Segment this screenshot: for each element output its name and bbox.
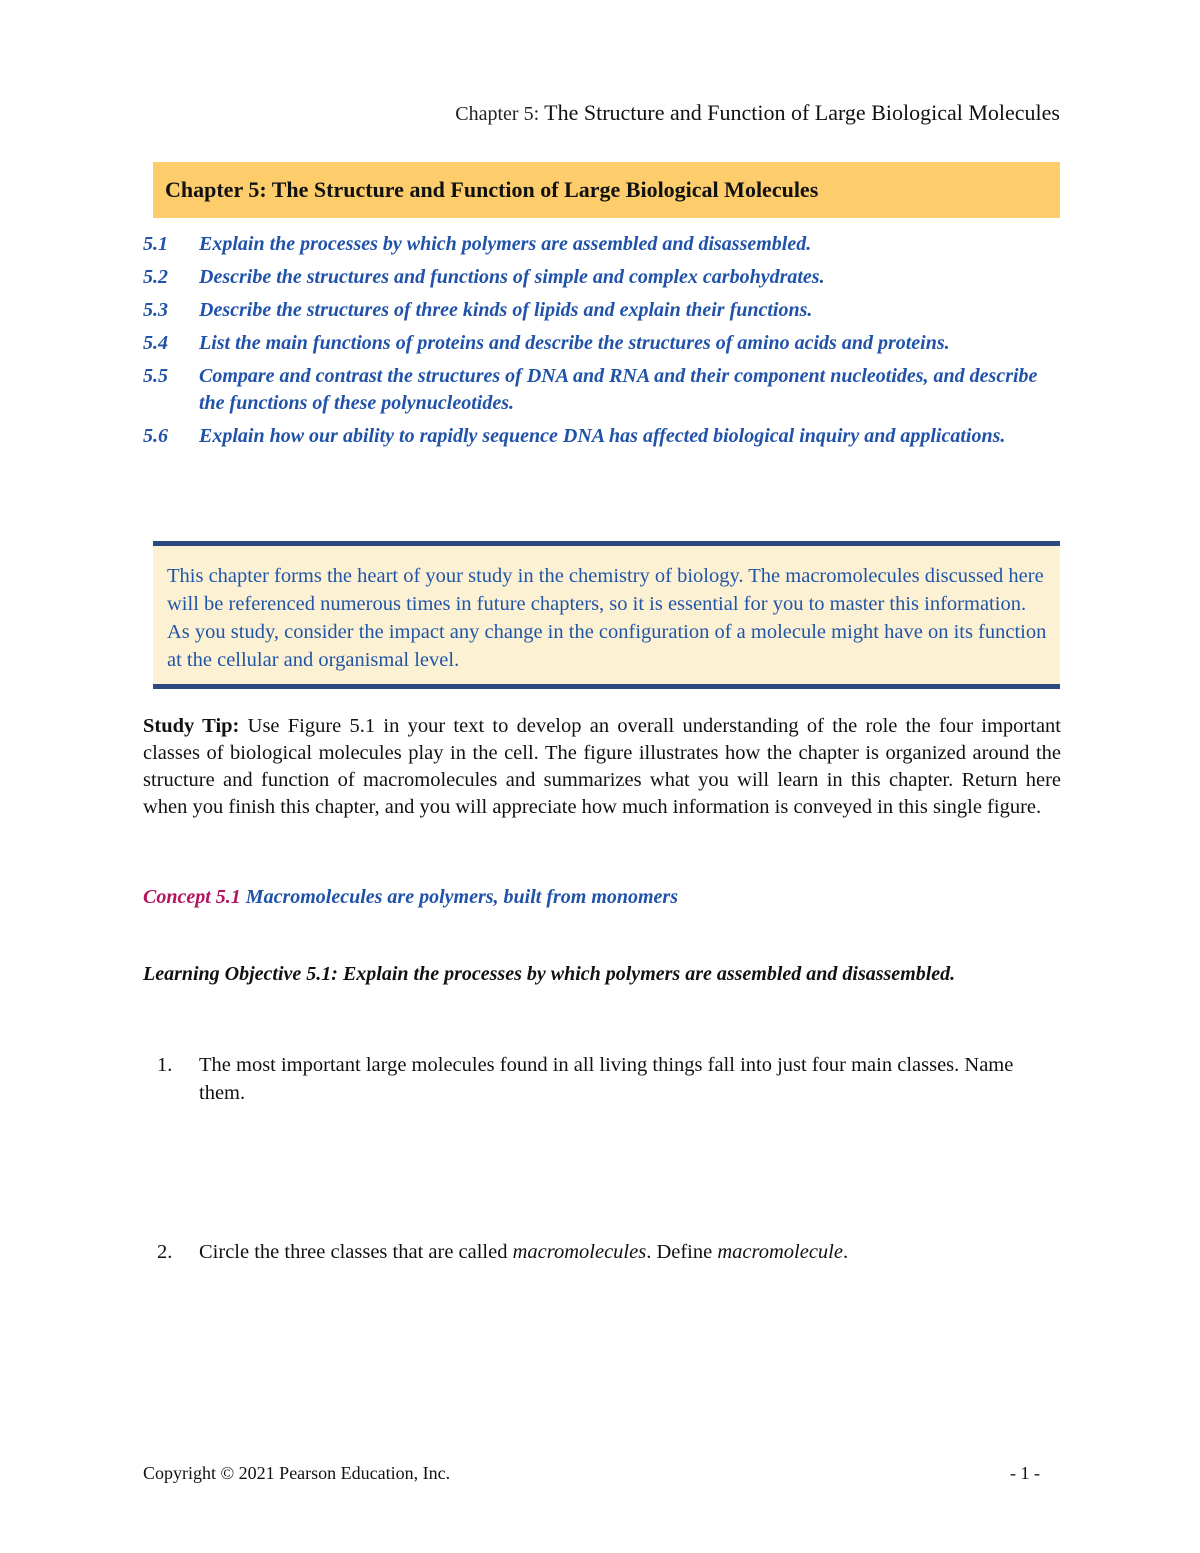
question-text: The most important large molecules found in all living things fall into just four main classes. Name them.	[199, 1054, 1014, 1104]
objective-text: Describe the structures and functions of simple and complex carbohydrates.	[199, 266, 825, 288]
objective-item	[143, 297, 1063, 324]
objective-number: 5.6	[143, 425, 168, 447]
question-text-part: Circle the three classes that are called	[199, 1241, 513, 1263]
running-header	[455, 100, 1060, 126]
objectives-list	[143, 231, 1063, 456]
concept-label: Concept 5.1	[143, 886, 241, 908]
question-text-part: .	[842, 1241, 849, 1263]
objective-number: 5.4	[143, 332, 168, 354]
learning-objective-heading: Learning Objective 5.1: Explain the processes by which polymers are assembled and disassembled.	[143, 963, 956, 985]
study-tip-label: Study Tip:	[143, 715, 240, 737]
callout-text: This chapter forms the heart of your study in the chemistry of biology. The macromolecules discussed here will be referenced numerous times in future chapters, so it is essential for you to master this information. As you study, consider the impact any change in the configuration of a molecule might have on its function at the cellular and organismal level.	[167, 565, 1047, 671]
objective-number: 5.3	[143, 299, 168, 321]
objective-text: Explain how our ability to rapidly sequence DNA has affected biological inquiry and applications.	[199, 425, 1006, 447]
footer-copyright: Copyright © 2021 Pearson Education, Inc.	[143, 1463, 451, 1483]
study-tip-text: Use Figure 5.1 in your text to develop an overall understanding of the role the four important classes of biological molecules play in the cell. The figure illustrates how the chapter is organized around the structure and function of macromolecules and summarizes what you will learn in this chapter. Return here when you finish this chapter, and you will appreciate how much information is conveyed in this single figure.	[143, 715, 1062, 818]
objective-item	[143, 423, 1063, 450]
chapter-title: Chapter 5: The Structure and Function of Large Biological Molecules	[165, 177, 819, 202]
concept-text: Macromolecules are polymers, built from monomers	[240, 886, 678, 908]
objective-text: Explain the processes by which polymers are assembled and disassembled.	[199, 233, 812, 255]
question-text	[199, 1238, 1017, 1266]
objective-text: Describe the structures of three kinds of lipids and explain their functions.	[199, 299, 813, 321]
concept-heading	[143, 886, 678, 909]
footer-page-number: - 1 -	[1010, 1463, 1040, 1483]
objective-item	[143, 363, 1063, 417]
chapter-intro-callout	[153, 541, 1060, 689]
question-item	[157, 1238, 1017, 1266]
objective-text: List the main functions of proteins and describe the structures of amino acids and proteins.	[199, 332, 950, 354]
question-number: 2.	[157, 1241, 173, 1263]
objective-item	[143, 231, 1063, 258]
question-term: macromolecule	[717, 1241, 843, 1263]
chapter-title-bar	[153, 162, 1060, 218]
running-header-title: The Structure and Function of Large Biological Molecules	[544, 100, 1060, 125]
running-header-prefix: Chapter 5:	[455, 103, 545, 125]
study-tip-paragraph	[143, 713, 1061, 821]
objective-text: Compare and contrast the structures of DNA and RNA and their component nucleotides, and describe the functions of these polynucleotides.	[199, 365, 1038, 414]
objective-item	[143, 330, 1063, 357]
question-text-part: . Define	[646, 1241, 718, 1263]
question-term: macromolecules	[512, 1241, 647, 1263]
objective-number: 5.1	[143, 233, 168, 255]
question-item	[157, 1051, 1017, 1107]
objective-number: 5.5	[143, 365, 168, 387]
question-number: 1.	[157, 1054, 173, 1076]
objective-item	[143, 264, 1063, 291]
objective-number: 5.2	[143, 266, 168, 288]
